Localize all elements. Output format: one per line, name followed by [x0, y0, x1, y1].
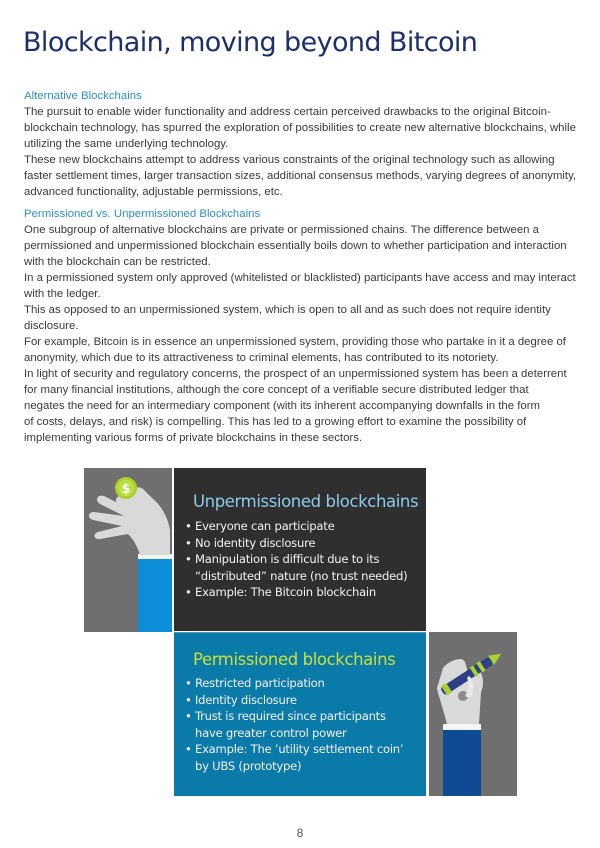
body-line: with the blockchain can be restricted. [24, 256, 211, 268]
bullet-text: Identity disclosure [195, 692, 297, 707]
cuff-shape [443, 724, 481, 730]
bullet-icon: • [185, 676, 192, 690]
bullet-item [185, 584, 407, 601]
bullet-icon: • [185, 535, 192, 550]
page-number: 8 [296, 826, 304, 840]
page-title: Blockchain, moving beyond Bitcoin [23, 27, 478, 58]
bullet-text: No identity disclosure [195, 535, 316, 550]
permissioned-heading: Permissioned blockchains [193, 650, 396, 669]
hand-holding-coin-icon [84, 468, 172, 632]
bullet-item [185, 692, 403, 709]
body-line: permissioned and unpermissioned blockchain essentially boils down to whether participation and interaction [24, 240, 567, 252]
hand-holding-pen-icon [429, 632, 517, 796]
section-alternative-blockchains [24, 88, 576, 200]
body-line: faster settlement times, larger transaction sizes, additional consensus methods, varying degrees of anonymity, [24, 170, 577, 182]
section-permissioned-vs-unpermissioned [24, 206, 576, 446]
permissioned-list [185, 675, 403, 774]
bullet-icon: • [185, 585, 192, 599]
body-line: advanced functionality, adjustable permissions, etc. [24, 186, 283, 198]
bullet-icon: • [185, 519, 192, 533]
body-line: In a permissioned system only approved (whitelisted or blacklisted) participants have access and may interact [24, 272, 576, 284]
body-line: This as opposed to an unpermissioned system, which is open to all and as such does not require identity [24, 304, 551, 316]
bullet-icon: • [185, 692, 192, 707]
sleeve-shape [138, 558, 172, 632]
unpermissioned-list [185, 518, 407, 601]
body-line: blockchain technology, has spurred the exploration of possibilities to create new alternative blockchains, while [24, 122, 576, 134]
bullet-text: have greater control power [195, 725, 347, 740]
section-heading: Alternative Blockchains [24, 90, 142, 102]
bullet-text: Manipulation is difficult due to its [195, 552, 380, 566]
section-body [24, 104, 576, 200]
body-line: of costs, delays, and risk) is compelling. This has led to a growing effort to examine the possibility of [24, 416, 527, 428]
bullet-text: Example: The Bitcoin blockchain [195, 585, 376, 599]
body-line: utilizing the same underlying technology. [24, 138, 229, 150]
body-line: negates the need for an intermediary component (with its inherent accompanying downfalls in the form [24, 400, 541, 412]
body-line: The pursuit to enable wider functionality and address certain perceived drawbacks to the original Bitcoin- [24, 106, 551, 118]
dollar-sign-icon: $ [121, 482, 131, 497]
bullet-text: Example: The ’utility settlement coin’ [195, 742, 404, 756]
bullet-icon: • [185, 742, 192, 756]
bullet-text: Restricted participation [195, 676, 325, 690]
unpermissioned-panel [174, 468, 426, 631]
body-line: disclosure. [24, 320, 79, 332]
pen-hand-illustration [429, 632, 517, 796]
bullet-text: Trust is required since participants [195, 709, 386, 723]
body-line: For example, Bitcoin is in essence an unpermissioned system, providing those who partake in it a degree of [24, 336, 566, 348]
bullet-item [185, 741, 403, 774]
bullet-text: by UBS (prototype) [195, 758, 302, 773]
body-line: These new blockchains attempt to address various constraints of the original technology such as allowing [24, 154, 555, 166]
body-line: with the ledger. [24, 288, 101, 300]
unpermissioned-heading: Unpermissioned blockchains [193, 492, 419, 511]
section-heading: Permissioned vs. Unpermissioned Blockchains [24, 208, 261, 220]
bullet-text: “distributed” nature (no trust needed) [195, 568, 408, 583]
section-body [24, 222, 576, 446]
body-line: In light of security and regulatory concerns, the prospect of an unpermissioned system has been a deterrent [24, 368, 567, 380]
body-line: anonymity, which due to its attractiveness to criminal elements, has contributed to its notoriety. [24, 352, 499, 364]
bullet-item [185, 535, 407, 552]
body-line: One subgroup of alternative blockchains are private or permissioned chains. The difference between a [24, 224, 539, 236]
bullet-icon: • [185, 552, 192, 566]
bullet-item [185, 551, 407, 584]
bullet-text: Everyone can participate [195, 519, 335, 533]
sleeve-shape [443, 730, 481, 796]
body-line: for many financial institutions, although the core concept of a verifiable secure distributed ledger that [24, 384, 529, 396]
bullet-icon: • [185, 709, 192, 723]
body-line: implementing various forms of private blockchains in these sectors. [24, 432, 363, 444]
bullet-item [185, 675, 403, 692]
coin-hand-illustration [84, 468, 172, 632]
bullet-item [185, 518, 407, 535]
permissioned-panel [174, 632, 426, 796]
bullet-item [185, 708, 403, 741]
